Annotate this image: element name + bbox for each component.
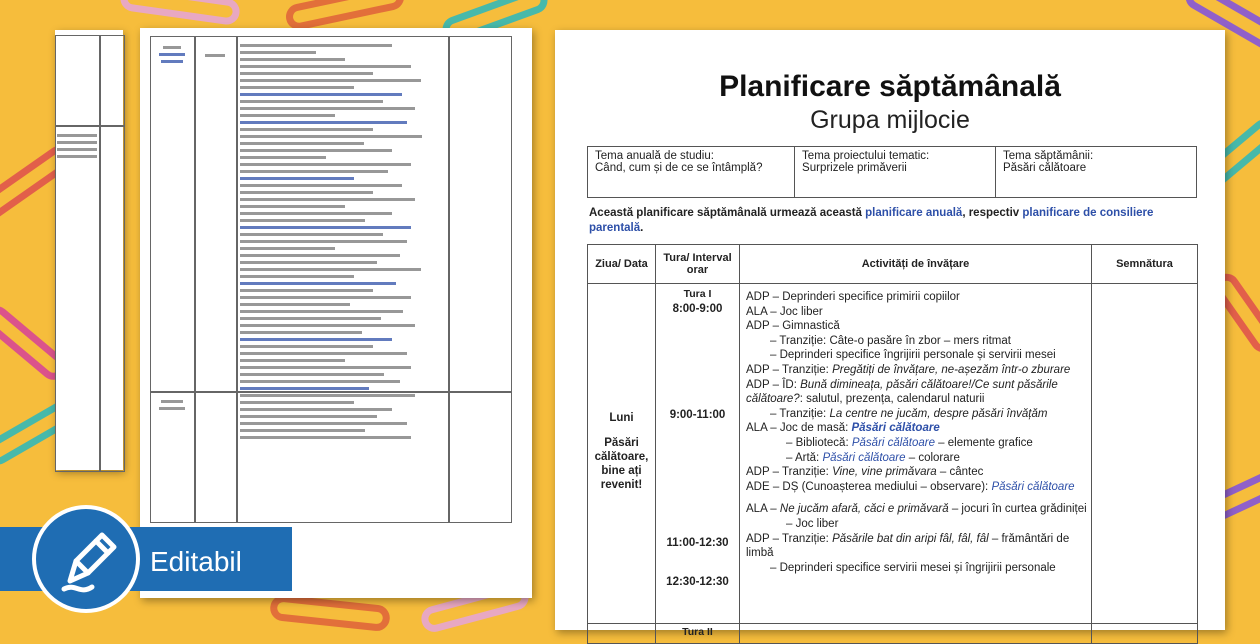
activity-text: – Tranziție: — [770, 407, 830, 420]
week-theme-cell — [996, 147, 1197, 198]
project-theme-value: Surprizele primăverii — [802, 162, 907, 174]
next-signature-cell[interactable] — [1092, 624, 1198, 644]
activity-line — [746, 480, 1087, 495]
activity-text: ADP – Tranziție: — [746, 363, 833, 376]
time-slot: 9:00-11:00 — [669, 409, 726, 421]
time-slot: 8:00-9:00 — [672, 303, 723, 315]
activity-text: – jocuri în curtea grădiniței — [948, 503, 1087, 516]
pencil-icon-circle — [32, 505, 140, 613]
activity-text: ADP – Tranziție: — [746, 466, 833, 479]
next-shift-cell — [656, 624, 740, 644]
back-page-preview — [55, 30, 123, 470]
signature-header: Semnătura — [1092, 245, 1198, 284]
annual-plan-link[interactable]: planificare anuală — [865, 207, 963, 219]
editable-badge-label: Editabil — [150, 546, 242, 577]
project-theme-label: Tema proiectului tematic: — [802, 150, 930, 162]
day-theme: Păsări călătoare, bine ați revenit! — [594, 437, 649, 491]
activity-line: – Deprinderi specifice îngrijirii personale și servirii mesei — [770, 349, 1056, 362]
activity-text: – Bibliotecă: — [786, 436, 852, 449]
activities-header: Activități de învățare — [740, 245, 1092, 284]
shift-cell — [656, 284, 740, 624]
activity-line: ADP – Deprinderi specifice primirii copiilor — [746, 291, 960, 303]
activity-line — [746, 407, 1087, 422]
activity-italic: Bună dimineața, păsări călătoare!/Ce sunt păsările călătoare? — [746, 378, 1058, 406]
activity-italic: Păsările bat din aripi fâl, fâl, fâl — [832, 532, 989, 545]
activity-italic: Vine, vine primăvara — [832, 466, 937, 479]
activity-italic: Pregătiți de învățare, ne-așezăm într-o zburare — [832, 363, 1071, 376]
page-title: Planificare săptămânală — [719, 70, 1061, 103]
day-cell — [588, 284, 656, 624]
activity-line — [746, 363, 1087, 378]
activity-text: – elemente grafice — [934, 436, 1033, 449]
activity-line — [746, 436, 1087, 451]
activity-line: – Joc liber — [786, 517, 839, 530]
time-slot: 12:30-12:30 — [666, 576, 729, 588]
activity-line: ALA – Joc liber — [746, 305, 823, 318]
day-header: Ziua/ Data — [588, 245, 656, 284]
time-slot: 11:00-12:30 — [666, 537, 729, 549]
activity-line: ADP – Gimnastică — [746, 320, 840, 333]
next-day-cell — [588, 624, 656, 644]
activity-line — [746, 378, 1087, 407]
week-theme-label: Tema săptămânii: — [1003, 150, 1094, 162]
activity-line — [746, 465, 1087, 480]
activity-text: ADP – ÎD: — [746, 378, 801, 391]
shift-header: Tura/ Interval orar — [656, 245, 740, 284]
activity-text: – colorare — [905, 451, 960, 464]
activity-italic: La centre ne jucăm, despre păsări învățăm — [829, 407, 1048, 420]
activity-link[interactable]: Păsări călătoare — [851, 422, 940, 435]
activity-link[interactable]: Păsări călătoare — [851, 436, 935, 449]
project-theme-cell — [795, 147, 996, 198]
paper-clip-decoration — [119, 0, 241, 26]
activity-text: ALA – — [746, 503, 780, 516]
parental-plan-link[interactable]: planificare de consiliere parentală — [589, 207, 1154, 234]
activity-text: ALA – Joc de masă: — [746, 422, 852, 435]
next-activities-cell — [740, 624, 1092, 644]
activity-italic: Ne jucăm afară, căci e primăvară — [779, 503, 949, 516]
annual-theme-value: Când, cum și de ce se întâmplă? — [595, 162, 763, 174]
activity-text: ADP – Tranziție: — [746, 532, 833, 545]
schedule-table — [587, 244, 1198, 644]
week-theme-value: Păsări călătoare — [1003, 162, 1087, 174]
activity-text: – frământări de limbă — [746, 532, 1070, 560]
activity-line: – Deprinderi specifice servirii mesei și îngrijirii personale — [770, 561, 1056, 574]
middle-page-preview — [140, 28, 532, 598]
page-subtitle: Grupa mijlocie — [810, 106, 970, 134]
activity-line — [746, 502, 1087, 517]
intro-text: , respectiv — [962, 207, 1023, 219]
activity-link[interactable]: Păsări călătoare — [822, 451, 906, 464]
planner-page — [555, 30, 1225, 638]
activity-line — [746, 532, 1087, 561]
annual-theme-label: Tema anuală de studiu: — [595, 150, 714, 162]
pencil-icon — [36, 509, 136, 609]
activity-text: – Artă: — [786, 451, 823, 464]
activity-text: ADE – DȘ (Cunoașterea mediului – observare): — [746, 480, 992, 493]
paper-clip-decoration — [269, 594, 391, 632]
intro-paragraph — [589, 206, 1199, 236]
activity-line — [746, 421, 1087, 436]
activity-link[interactable]: Păsări călătoare — [991, 480, 1075, 493]
activity-line — [746, 451, 1087, 466]
shift-name: Tura I — [683, 288, 712, 300]
activity-line: – Tranziție: Câte-o pasăre în zbor – mers ritmat — [770, 334, 1011, 347]
day-name: Luni — [609, 412, 634, 424]
activities-cell — [740, 284, 1092, 624]
intro-text: Această planificare săptămânală urmează această — [589, 207, 866, 219]
next-shift-name: Tura II — [682, 626, 713, 638]
annual-theme-cell — [588, 147, 795, 198]
themes-table — [587, 146, 1197, 198]
activity-text: – cântec — [936, 466, 984, 479]
intro-text: . — [640, 222, 644, 234]
signature-cell[interactable] — [1092, 284, 1198, 624]
activity-text: : salutul, prezența, calendarul naturii — [799, 393, 985, 406]
